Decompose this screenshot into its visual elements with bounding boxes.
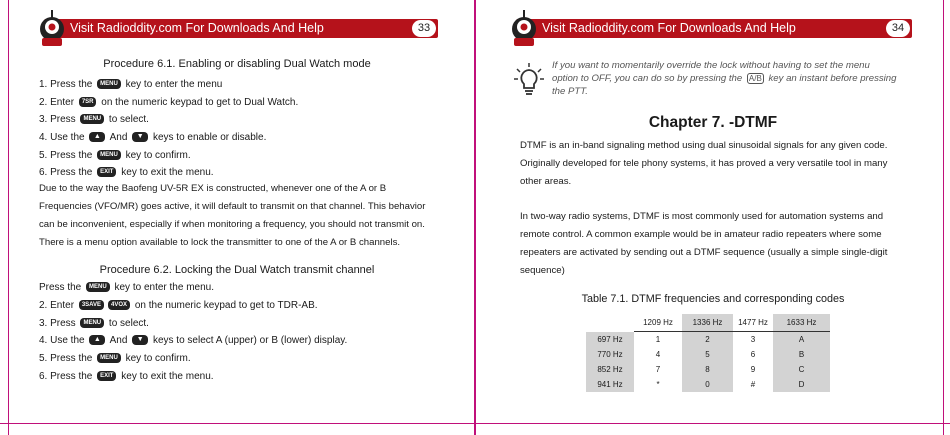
table-cell: 8: [682, 362, 733, 377]
table-cell: #: [750, 380, 756, 389]
step-line: 1. Press the MENU key to enter the menu: [39, 79, 223, 90]
menu-key-icon: MENU: [86, 282, 110, 292]
table-cell: 9: [750, 365, 756, 374]
left-page: [0, 0, 474, 435]
menu-key-icon: MENU: [80, 318, 104, 328]
table-header-row: [586, 314, 830, 332]
page-number: 34: [886, 20, 910, 37]
step-line: Press the MENU key to enter the menu.: [39, 282, 214, 293]
down-arrow-key-icon: ▼: [132, 335, 148, 345]
table-cell: *: [656, 380, 660, 389]
bottom-rule: [0, 423, 474, 424]
page-number: 33: [412, 20, 436, 37]
up-arrow-key-icon: ▲: [89, 335, 105, 345]
right-header-bar: [516, 19, 912, 38]
down-arrow-key-icon: ▼: [132, 132, 148, 142]
table-column-header: 1336 Hz: [682, 314, 733, 332]
table-row-header: 770 Hz: [586, 347, 634, 362]
step-line: 4. Use the ▲ And ▼ keys to enable or disable.: [39, 132, 267, 143]
radio-mascot-icon: [38, 10, 68, 46]
table-column-header: 1477 Hz: [733, 314, 773, 332]
numeric-4-key-icon: 4VOX: [108, 300, 130, 310]
right-page-edge: [943, 0, 944, 435]
procedure-title: Procedure 6.1. Enabling or disabling Dual Watch mode: [103, 58, 371, 70]
up-arrow-key-icon: ▲: [89, 132, 105, 142]
table-cell: D: [773, 377, 830, 392]
exit-key-icon: EXIT: [97, 167, 116, 177]
table-column-header: 1209 Hz: [634, 314, 682, 332]
table-row: [586, 332, 830, 348]
menu-key-icon: MENU: [80, 114, 104, 124]
table-title: Table 7.1. DTMF frequencies and corresponding codes: [581, 293, 845, 305]
table-cell: C: [773, 362, 830, 377]
dual-watch-paragraph: Due to the way the Baofeng UV-5R EX is constructed, whenever one of the A or B Frequencies (VFO/MR) goes active, it will default to transmit on that channel. This behavior can be inconvenient, especially if when monitoring a frequency, you should not transmit on. There is a menu option available to lock the transmitter to one of the A or B channels.: [39, 183, 426, 248]
header-text: Visit Radioddity.com For Downloads And Help: [70, 21, 324, 35]
menu-key-icon: MENU: [97, 79, 121, 89]
table-row: [586, 347, 830, 362]
numeric-7-key-icon: 7SR: [79, 97, 97, 107]
table-row-header: 852 Hz: [586, 362, 634, 377]
step-line: 2. Enter 7SR on the numeric keypad to get to Dual Watch.: [39, 97, 299, 108]
bottom-rule: [476, 423, 950, 424]
table-row: [586, 377, 830, 392]
step-line: 2. Enter 3SAVE 4VOX on the numeric keypad to get to TDR-AB.: [39, 300, 318, 311]
procedure-title: Procedure 6.2. Locking the Dual Watch transmit channel: [99, 264, 375, 276]
dtmf-intro-paragraph: DTMF is an in-band signaling method using dual sinusoidal signals for any given code. Originally developed for tele phony systems, it has proved a very versatile tool in many other areas.: [520, 140, 888, 187]
table-column-header: 1633 Hz: [773, 314, 830, 332]
table-cell: 7: [655, 365, 661, 374]
table-cell: 4: [655, 350, 661, 359]
radio-mascot-icon: [510, 10, 540, 46]
dtmf-table: [586, 314, 830, 392]
right-page: [476, 0, 950, 435]
step-line: 3. Press MENU to select.: [39, 114, 149, 125]
header-text: Visit Radioddity.com For Downloads And Help: [542, 21, 796, 35]
lightbulb-tip-icon: [514, 63, 544, 97]
table-cell: 0: [682, 377, 733, 392]
table-cell: 1: [655, 335, 661, 344]
left-header-bar: [44, 19, 438, 38]
table-cell: 6: [750, 350, 756, 359]
step-line: 6. Press the EXIT key to exit the menu.: [39, 167, 214, 178]
table-cell: 2: [682, 332, 733, 348]
tip-note: If you want to momentarily override the lock without having to set the menu option to OFF, you can do so by pressing the A/B key an instant before pressing the PTT.: [552, 60, 897, 97]
step-line: 5. Press the MENU key to confirm.: [39, 150, 191, 161]
table-row: [586, 362, 830, 377]
table-cell: 5: [682, 347, 733, 362]
table-cell: 3: [750, 335, 756, 344]
step-line: 4. Use the ▲ And ▼ keys to select A (upper) or B (lower) display.: [39, 335, 348, 346]
menu-key-icon: MENU: [97, 150, 121, 160]
step-line: 5. Press the MENU key to confirm.: [39, 353, 191, 364]
ab-key-icon: A/B: [748, 74, 762, 83]
table-corner-cell: [586, 314, 634, 332]
step-line: 6. Press the EXIT key to exit the menu.: [39, 371, 214, 382]
step-line: 3. Press MENU to select.: [39, 318, 149, 329]
numeric-3-key-icon: 3SAVE: [79, 300, 104, 310]
dtmf-usage-paragraph: In two-way radio systems, DTMF is most commonly used for automation systems and remote control. A common example would be in amateur radio repeaters where some repeaters are activated by sending out a DTMF sequence (usually a simple single-digit sequence): [520, 211, 888, 276]
chapter-title: Chapter 7. -DTMF: [648, 114, 778, 131]
menu-key-icon: MENU: [97, 353, 121, 363]
table-cell: A: [773, 332, 830, 348]
table-cell: B: [773, 347, 830, 362]
table-row-header: 941 Hz: [586, 377, 634, 392]
table-row-header: 697 Hz: [586, 332, 634, 348]
exit-key-icon: EXIT: [97, 371, 116, 381]
